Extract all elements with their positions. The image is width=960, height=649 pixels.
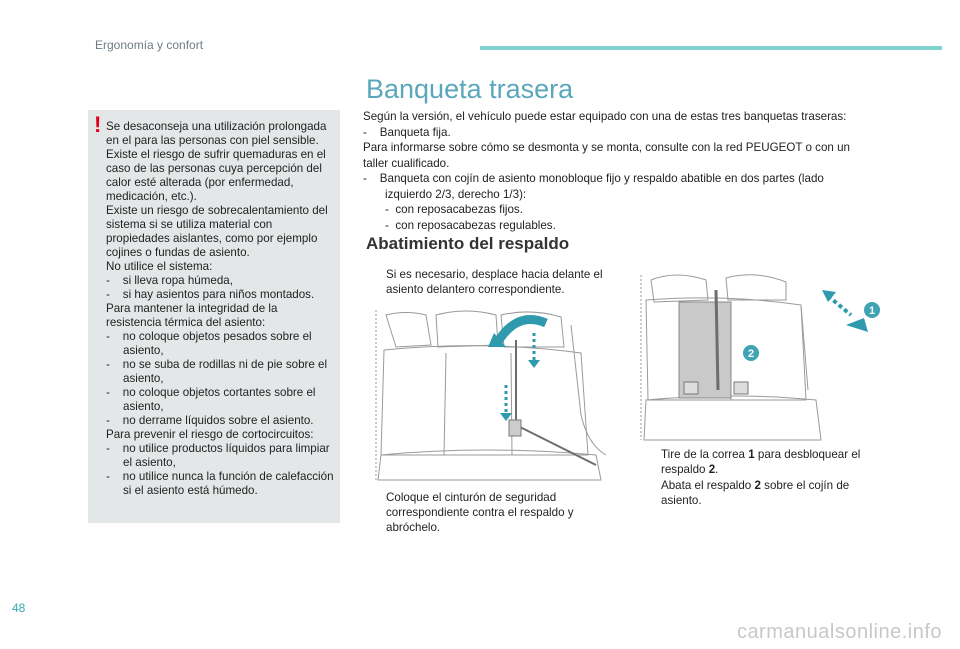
warning-line: Existe un riesgo de sobrecalentamiento del sistema si se utiliza material con propiedades aislantes, como por ejemplo cojines o fundas de asiento.	[106, 204, 328, 259]
badge-2: 2	[747, 348, 755, 360]
section-title: Abatimiento del respaldo	[366, 234, 570, 253]
option-subitem: - con reposacabezas regulables.	[385, 218, 556, 232]
option-note: Para informarse sobre cómo se desmonta y se monta, consulte con la red PEUGEOT o con un taller cualificado.	[363, 141, 850, 170]
warning-line: Se desaconseja una utilización prolongada en el para las personas con piel sensible.	[106, 120, 327, 147]
warning-box	[88, 110, 340, 523]
option-item: - Banqueta con cojín de asiento monobloque fijo y respaldo abatible en dos partes (lado izquierdo 2/3, derecho 1/3):	[363, 172, 824, 201]
warning-list-item: - no se suba de rodillas ni de pie sobre el asiento,	[106, 358, 328, 385]
step-item: Coloque el cinturón de seguridad correspondiente contra el respaldo y abróchelo.	[386, 491, 574, 534]
backrest-illustration	[636, 270, 886, 445]
page-title: Banqueta trasera	[366, 74, 574, 104]
warning-list-item: - si hay asientos para niños montados.	[106, 288, 315, 301]
warning-list-item: - no utilice productos líquidos para limpiar el asiento,	[106, 442, 330, 469]
warning-line: Existe el riesgo de sufrir quemaduras en el caso de las personas cuya percepción del calor esté alterada (por enfermedad, medicación, etc.).	[106, 148, 326, 203]
step-item: Tire de la correa 1 para desbloquear el respaldo 2.	[661, 448, 861, 476]
warning-list-item: - no derrame líquidos sobre el asiento.	[106, 414, 314, 427]
page-number: 48	[12, 601, 26, 615]
option-item: - Banqueta fija.	[363, 125, 451, 139]
warning-line: No utilice el sistema:	[106, 260, 213, 273]
badge-1: 1	[868, 305, 876, 317]
step-item: Si es necesario, desplace hacia delante el asiento delantero correspondiente.	[386, 268, 603, 296]
intro-line: Según la versión, el vehículo puede estar equipado con una de estas tres banquetas traseras:	[363, 110, 847, 123]
header-bar	[480, 46, 942, 50]
step-item: Abata el respaldo 2 sobre el cojín de asiento.	[661, 479, 850, 507]
warning-list-item: - no utilice nunca la función de calefacción si el asiento está húmedo.	[106, 470, 334, 497]
watermark: carmanualsonline.info	[736, 621, 942, 643]
option-subitem: - con reposacabezas fijos.	[385, 203, 523, 216]
intro-text	[363, 109, 863, 233]
seat-belt-illustration	[366, 305, 616, 485]
warning-icon: !	[94, 112, 102, 137]
warning-line: Para mantener la integridad de la resistencia térmica del asiento:	[106, 302, 278, 329]
warning-line: Para prevenir el riesgo de cortocircuitos:	[106, 428, 314, 441]
warning-list-item: - no coloque objetos cortantes sobre el asiento,	[106, 386, 316, 413]
section-header: Ergonomía y confort	[95, 38, 204, 52]
warning-list-item: - no coloque objetos pesados sobre el asiento,	[106, 330, 312, 357]
warning-list-item: - si lleva ropa húmeda,	[106, 274, 233, 287]
